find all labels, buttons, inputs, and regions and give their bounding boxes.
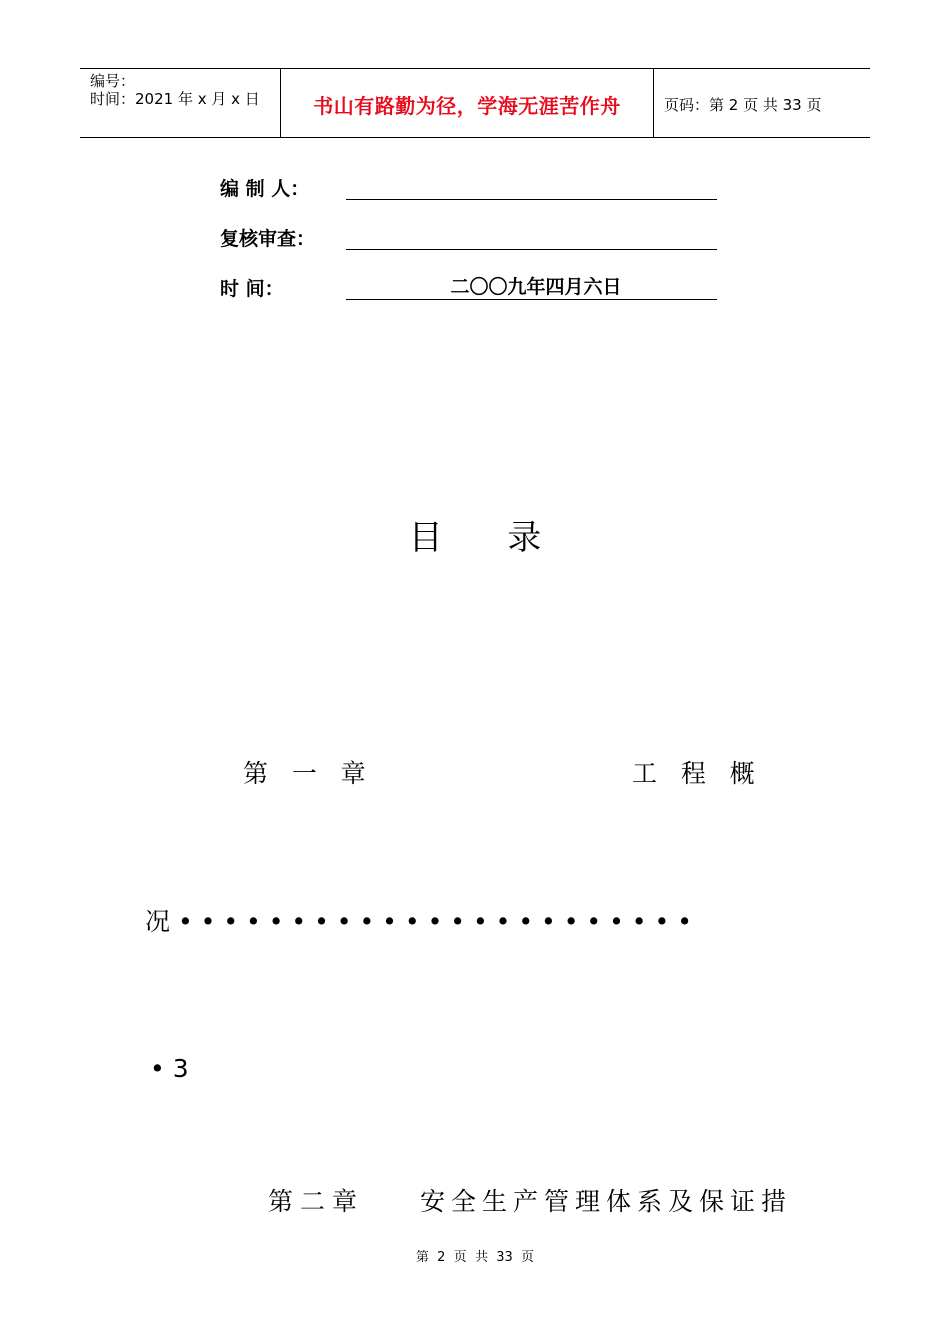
- page-footer: 第 2 页 共 33 页: [415, 1250, 535, 1265]
- date-line-underline: [346, 299, 717, 300]
- date-value: 二〇〇九年四月六日: [450, 276, 622, 298]
- page-info: 页码：第 2 页 共 33 页: [664, 96, 822, 114]
- toc-chapter1-page: • 3: [150, 1054, 189, 1083]
- toc-chapter1-title: 工 程 概: [632, 759, 755, 788]
- editor-label: 编 制 人：: [220, 178, 310, 200]
- reviewer-line: [346, 249, 717, 250]
- header-page-cell: [654, 69, 870, 137]
- motto: 书山有路勤为径，学海无涯苦作舟: [313, 94, 621, 118]
- header-table: [80, 68, 870, 138]
- toc-title: 目 录: [408, 518, 542, 558]
- toc-chapter1-label: 第 一 章: [243, 759, 366, 788]
- toc-chapter2-title: 安全生产管理体系及保证措: [420, 1187, 793, 1216]
- reviewer-label: 复核审查：: [220, 228, 316, 250]
- toc-chapter1-leader: 况 • • • • • • • • • • • • • • • • • • • • • • •: [145, 907, 692, 936]
- number-label: 编号：: [90, 72, 136, 90]
- toc-chapter2-label: 第二章: [268, 1187, 365, 1216]
- date-label: 时 间：: [220, 278, 284, 300]
- editor-line: [346, 199, 717, 200]
- header-motto-cell: [281, 69, 654, 137]
- header-meta-cell: [80, 69, 281, 137]
- date-line: 时间：2021 年 x 月 x 日: [90, 90, 260, 108]
